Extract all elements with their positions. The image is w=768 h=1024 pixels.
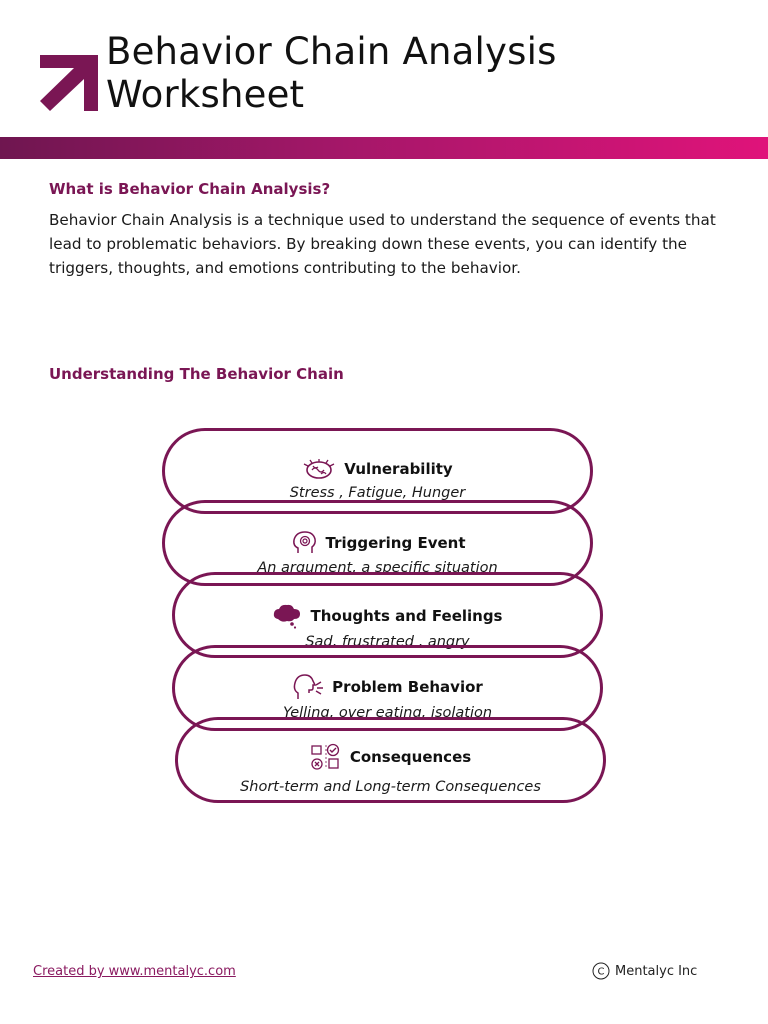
chain-heading: Understanding The Behavior Chain: [49, 365, 344, 383]
chain-step-vulnerability-content: [162, 458, 593, 501]
intro-paragraph: Behavior Chain Analysis is a technique used to understand the sequence of events that lead to problematic behaviors. By breaking down these events, you can identify the triggers, thoughts, and emotions contributing to the behavior.: [49, 211, 716, 277]
title-line-1: Behavior Chain Analysis: [106, 30, 557, 73]
brain-stress-icon: [302, 458, 336, 480]
step-title: Consequences: [349, 748, 472, 766]
chain-step-thoughts-feelings-content: [172, 603, 603, 650]
copyright-symbol: C: [597, 966, 605, 978]
step-title: Problem Behavior: [332, 678, 483, 696]
pros-cons-icon: [310, 743, 342, 771]
thought-cloud-icon: [272, 603, 302, 629]
footer-website-link[interactable]: Created by www.mentalyc.com: [33, 964, 236, 979]
intro-heading: What is Behavior Chain Analysis?: [49, 180, 331, 198]
head-shouting-icon: [292, 674, 324, 700]
head-spiral-icon: [290, 531, 318, 555]
copyright: [592, 962, 697, 980]
page-title: [106, 30, 557, 116]
step-description: Sad, frustrated , angry: [305, 634, 470, 650]
copyright-icon: [592, 962, 610, 980]
title-line-2: Worksheet: [106, 73, 305, 116]
copyright-text: Mentalyc Inc: [615, 963, 698, 979]
step-description: Stress , Fatigue, Hunger: [289, 485, 466, 501]
header-gradient-band: [0, 137, 768, 159]
logo-arrow-icon: [40, 55, 100, 113]
chain-step-triggering-event-content: [162, 531, 593, 576]
step-title: Vulnerability: [344, 460, 453, 478]
step-description: Short-term and Long-term Consequences: [240, 779, 541, 795]
step-description: Yelling, over eating, isolation: [282, 705, 493, 721]
step-title: Triggering Event: [325, 534, 466, 552]
step-title: Thoughts and Feelings: [310, 607, 503, 625]
chain-step-problem-behavior-content: [172, 674, 603, 721]
step-description: An argument, a specific situation: [257, 560, 498, 576]
chain-step-consequences-content: [175, 743, 606, 795]
